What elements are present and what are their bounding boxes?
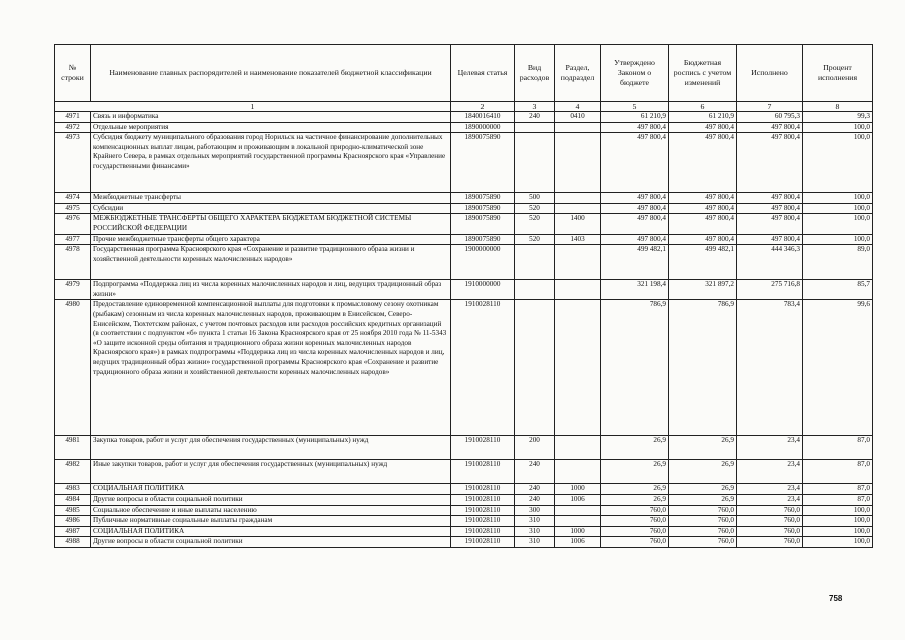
column-number-row	[55, 102, 873, 112]
row-percent: 100,0	[803, 203, 873, 214]
table-row	[55, 122, 873, 133]
column-number-8: 8	[803, 102, 873, 112]
row-target: 1910028110	[451, 526, 515, 537]
row-number: 4974	[55, 193, 91, 204]
row-target: 1910028110	[451, 484, 515, 495]
row-number: 4972	[55, 122, 91, 133]
row-section	[555, 436, 601, 460]
row-percent: 100,0	[803, 537, 873, 548]
row-type: 310	[515, 526, 555, 537]
table-row	[55, 280, 873, 300]
row-section	[555, 193, 601, 204]
row-name: Субсидии	[91, 203, 451, 214]
table-row	[55, 133, 873, 193]
row-section	[555, 300, 601, 436]
row-percent: 100,0	[803, 505, 873, 516]
row-type	[515, 245, 555, 280]
column-number-7: 7	[737, 102, 803, 112]
table-row	[55, 234, 873, 245]
table-row	[55, 484, 873, 495]
row-type: 240	[515, 112, 555, 123]
row-percent: 87,0	[803, 484, 873, 495]
row-executed: 497 800,4	[737, 122, 803, 133]
row-section	[555, 460, 601, 484]
table-row	[55, 245, 873, 280]
row-target: 1890075890	[451, 234, 515, 245]
row-target: 1840016410	[451, 112, 515, 123]
row-executed: 60 795,3	[737, 112, 803, 123]
row-target: 1910000000	[451, 280, 515, 300]
row-number: 4984	[55, 494, 91, 505]
row-name: Другие вопросы в области социальной политики	[91, 537, 451, 548]
row-schedule: 497 800,4	[669, 193, 737, 204]
row-approved: 499 482,1	[601, 245, 669, 280]
row-number: 4979	[55, 280, 91, 300]
row-percent: 100,0	[803, 193, 873, 204]
row-percent: 100,0	[803, 234, 873, 245]
col-header-number: № строки	[55, 45, 91, 102]
row-approved: 497 800,4	[601, 234, 669, 245]
row-executed: 783,4	[737, 300, 803, 436]
row-approved: 321 198,4	[601, 280, 669, 300]
row-name: Подпрограмма «Поддержка лиц из числа коренных малочисленных народов и лиц, ведущих традиционный образ жизни»	[91, 280, 451, 300]
row-approved: 760,0	[601, 505, 669, 516]
row-schedule: 321 897,2	[669, 280, 737, 300]
row-section	[555, 203, 601, 214]
row-section	[555, 516, 601, 527]
row-type: 240	[515, 494, 555, 505]
page-number: 758	[829, 594, 843, 603]
row-number: 4986	[55, 516, 91, 527]
table-row	[55, 526, 873, 537]
row-section	[555, 122, 601, 133]
row-section: 1006	[555, 494, 601, 505]
row-schedule: 26,9	[669, 436, 737, 460]
table-header-row	[55, 45, 873, 102]
row-percent: 99,6	[803, 300, 873, 436]
row-schedule: 26,9	[669, 460, 737, 484]
row-schedule: 26,9	[669, 494, 737, 505]
row-number: 4977	[55, 234, 91, 245]
row-section: 1006	[555, 537, 601, 548]
table-row	[55, 214, 873, 234]
col-header-executed: Исполнено	[737, 45, 803, 102]
row-schedule: 760,0	[669, 516, 737, 527]
row-number: 4987	[55, 526, 91, 537]
row-percent: 87,0	[803, 494, 873, 505]
row-approved: 26,9	[601, 436, 669, 460]
row-name: Отдельные мероприятия	[91, 122, 451, 133]
col-header-schedule: Бюджетная роспись с учетом изменений	[669, 45, 737, 102]
row-section: 1000	[555, 526, 601, 537]
row-number: 4973	[55, 133, 91, 193]
row-target: 1910028110	[451, 494, 515, 505]
row-schedule: 26,9	[669, 484, 737, 495]
row-executed: 497 800,4	[737, 214, 803, 234]
row-target: 1910028110	[451, 505, 515, 516]
row-percent: 99,3	[803, 112, 873, 123]
row-schedule: 497 800,4	[669, 133, 737, 193]
row-executed: 275 716,8	[737, 280, 803, 300]
table-row	[55, 300, 873, 436]
row-schedule: 497 800,4	[669, 122, 737, 133]
row-target: 1890075890	[451, 133, 515, 193]
row-number: 4981	[55, 436, 91, 460]
row-executed: 23,4	[737, 494, 803, 505]
budget-table	[54, 44, 873, 548]
row-target: 1900000000	[451, 245, 515, 280]
row-name: Предоставление единовременной компенсационной выплаты для подготовки к промысловому сезону охотникам (рыбакам) сезонным из числа коренных малочисленных народов, проживающим в Енисейском, Северо-Енисейском, Тюхтетском районах, с учетом почтовых расходов или расходов российских кредитных организаций (в соответствии с подпунктом «б» пункта 1 статьи 16 Закона Красноярского края от 25 ноября 2010 года № 11-5343 «О защите исконной среды обитания и традиционного образа жизни коренных малочисленных народов Красноярского края») в рамках подпрограммы «Поддержка лиц из числа коренных малочисленных народов и лиц, ведущих традиционный образ жизни» государственной программы Красноярского края «Сохранение и развитие традиционного образа жизни и хозяйственной деятельности коренных малочисленных народов»	[91, 300, 451, 436]
table-row	[55, 436, 873, 460]
row-type: 200	[515, 436, 555, 460]
row-target: 1910028110	[451, 537, 515, 548]
row-target: 1890075890	[451, 193, 515, 204]
row-approved: 497 800,4	[601, 133, 669, 193]
row-percent: 85,7	[803, 280, 873, 300]
row-section	[555, 280, 601, 300]
row-name: Социальное обеспечение и иные выплаты населению	[91, 505, 451, 516]
row-name: Прочие межбюджетные трансферты общего характера	[91, 234, 451, 245]
row-percent: 89,0	[803, 245, 873, 280]
row-percent: 100,0	[803, 214, 873, 234]
row-name: Субсидия бюджету муниципального образования город Норильск на частичное финансирование дополнительных компенсационных выплат лицам, работающим и проживающим в локальной природно-климатической зоне Крайнего Севера, в рамках отдельных мероприятий государственной программы Красноярского края «Управление государственными финансами»	[91, 133, 451, 193]
row-approved: 786,9	[601, 300, 669, 436]
row-executed: 760,0	[737, 537, 803, 548]
row-type	[515, 280, 555, 300]
row-approved: 497 800,4	[601, 122, 669, 133]
row-type	[515, 122, 555, 133]
row-type: 240	[515, 484, 555, 495]
col-header-type: Вид расходов	[515, 45, 555, 102]
row-section: 1400	[555, 214, 601, 234]
row-target: 1890075890	[451, 214, 515, 234]
col-header-section: Раздел, подраздел	[555, 45, 601, 102]
row-number: 4982	[55, 460, 91, 484]
row-executed: 444 346,3	[737, 245, 803, 280]
row-name: Закупка товаров, работ и услуг для обеспечения государственных (муниципальных) нужд	[91, 436, 451, 460]
table-row	[55, 112, 873, 123]
column-number-3: 3	[515, 102, 555, 112]
row-name: Другие вопросы в области социальной политики	[91, 494, 451, 505]
row-type: 500	[515, 193, 555, 204]
row-executed: 497 800,4	[737, 133, 803, 193]
row-executed: 497 800,4	[737, 203, 803, 214]
row-section	[555, 133, 601, 193]
row-schedule: 786,9	[669, 300, 737, 436]
column-number-5: 5	[601, 102, 669, 112]
row-number: 4985	[55, 505, 91, 516]
row-schedule: 497 800,4	[669, 214, 737, 234]
row-type	[515, 300, 555, 436]
row-schedule: 760,0	[669, 505, 737, 516]
row-type: 310	[515, 537, 555, 548]
row-approved: 26,9	[601, 484, 669, 495]
row-executed: 760,0	[737, 526, 803, 537]
row-name: Публичные нормативные социальные выплаты гражданам	[91, 516, 451, 527]
row-approved: 497 800,4	[601, 203, 669, 214]
row-percent: 100,0	[803, 133, 873, 193]
row-name: МЕЖБЮДЖЕТНЫЕ ТРАНСФЕРТЫ ОБЩЕГО ХАРАКТЕРА БЮДЖЕТАМ БЮДЖЕТНОЙ СИСТЕМЫ РОССИЙСКОЙ ФЕДЕРАЦИИ	[91, 214, 451, 234]
col-header-approved: Утверждено Законом о бюджете	[601, 45, 669, 102]
row-executed: 23,4	[737, 484, 803, 495]
row-type: 240	[515, 460, 555, 484]
col-header-percent: Процент исполнения	[803, 45, 873, 102]
row-executed: 497 800,4	[737, 193, 803, 204]
column-number-4: 4	[555, 102, 601, 112]
row-schedule: 61 210,9	[669, 112, 737, 123]
row-name: СОЦИАЛЬНАЯ ПОЛИТИКА	[91, 526, 451, 537]
row-target: 1910028110	[451, 460, 515, 484]
row-approved: 760,0	[601, 526, 669, 537]
row-section: 0410	[555, 112, 601, 123]
row-executed: 760,0	[737, 505, 803, 516]
row-name: СОЦИАЛЬНАЯ ПОЛИТИКА	[91, 484, 451, 495]
row-percent: 87,0	[803, 436, 873, 460]
row-number: 4976	[55, 214, 91, 234]
row-section: 1000	[555, 484, 601, 495]
row-executed: 760,0	[737, 516, 803, 527]
col-header-name: Наименование главных распорядителей и наименование показателей бюджетной классификации	[91, 45, 451, 102]
column-number-6: 6	[669, 102, 737, 112]
row-number: 4971	[55, 112, 91, 123]
row-schedule: 499 482,1	[669, 245, 737, 280]
row-approved: 497 800,4	[601, 193, 669, 204]
row-number: 4978	[55, 245, 91, 280]
table-row	[55, 203, 873, 214]
row-number: 4988	[55, 537, 91, 548]
row-target: 1910028110	[451, 300, 515, 436]
row-approved: 760,0	[601, 537, 669, 548]
table-row	[55, 537, 873, 548]
row-executed: 497 800,4	[737, 234, 803, 245]
column-number-2: 2	[451, 102, 515, 112]
row-name: Межбюджетные трансферты	[91, 193, 451, 204]
row-target: 1890075890	[451, 203, 515, 214]
row-section: 1403	[555, 234, 601, 245]
table-row	[55, 494, 873, 505]
row-schedule: 497 800,4	[669, 203, 737, 214]
row-percent: 100,0	[803, 526, 873, 537]
table-row	[55, 193, 873, 204]
row-target: 1910028110	[451, 516, 515, 527]
column-number-1: 1	[55, 102, 451, 112]
row-approved: 26,9	[601, 494, 669, 505]
row-number: 4980	[55, 300, 91, 436]
row-number: 4983	[55, 484, 91, 495]
row-schedule: 497 800,4	[669, 234, 737, 245]
row-approved: 497 800,4	[601, 214, 669, 234]
row-schedule: 760,0	[669, 526, 737, 537]
row-name: Связь и информатика	[91, 112, 451, 123]
row-target: 1890000000	[451, 122, 515, 133]
table-row	[55, 460, 873, 484]
row-name: Государственная программа Красноярского края «Сохранение и развитие традиционного образа жизни и хозяйственной деятельности коренных малочисленных народов»	[91, 245, 451, 280]
row-type: 520	[515, 234, 555, 245]
row-number: 4975	[55, 203, 91, 214]
row-approved: 760,0	[601, 516, 669, 527]
row-section	[555, 245, 601, 280]
row-executed: 23,4	[737, 460, 803, 484]
row-percent: 87,0	[803, 460, 873, 484]
row-type: 520	[515, 203, 555, 214]
col-header-target: Целевая статья	[451, 45, 515, 102]
row-approved: 61 210,9	[601, 112, 669, 123]
row-approved: 26,9	[601, 460, 669, 484]
row-name: Иные закупки товаров, работ и услуг для обеспечения государственных (муниципальных) нужд	[91, 460, 451, 484]
table-row	[55, 516, 873, 527]
row-type: 300	[515, 505, 555, 516]
row-type: 520	[515, 214, 555, 234]
row-type: 310	[515, 516, 555, 527]
table-row	[55, 505, 873, 516]
row-percent: 100,0	[803, 122, 873, 133]
row-type	[515, 133, 555, 193]
row-section	[555, 505, 601, 516]
row-executed: 23,4	[737, 436, 803, 460]
row-schedule: 760,0	[669, 537, 737, 548]
row-target: 1910028110	[451, 436, 515, 460]
row-percent: 100,0	[803, 516, 873, 527]
